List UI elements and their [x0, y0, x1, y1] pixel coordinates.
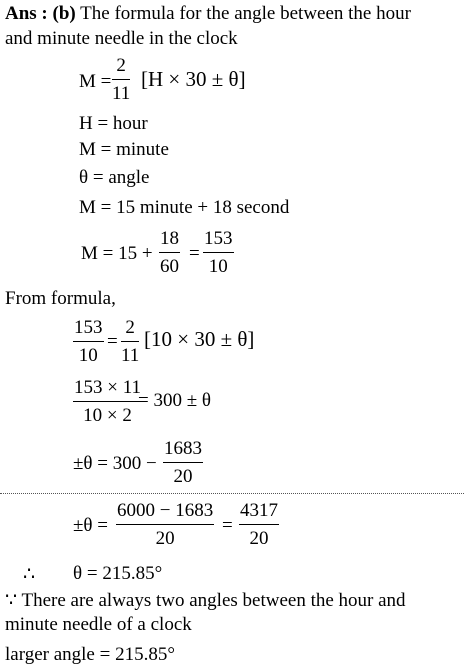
- answer-intro-line1: [5, 4, 411, 23]
- therefore-result: θ = 215.85°: [73, 563, 163, 584]
- def-minute: M = minute: [79, 139, 169, 160]
- step4-num1: 6000 − 1683: [116, 501, 214, 525]
- formula-fraction: [112, 56, 130, 103]
- formula-den: 11: [112, 83, 131, 104]
- step1-num1: 153: [73, 318, 104, 342]
- m-calc-fraction-2: [203, 229, 234, 276]
- step3-lhs: ±θ = 300 −: [73, 453, 157, 474]
- step4-fraction-1: [116, 501, 214, 548]
- step4-fraction-2: [239, 501, 279, 548]
- step4-num2: 4317: [239, 501, 279, 525]
- step1-fraction-1: [73, 318, 104, 365]
- because-line-2: minute needle of a clock: [5, 614, 192, 635]
- step1-den2: 11: [121, 345, 140, 366]
- larger-angle: larger angle = 215.85°: [5, 644, 175, 665]
- m-calc-eq: =: [189, 243, 200, 264]
- answer-label: Ans : (b): [5, 3, 76, 24]
- m-calc-fraction-1: [159, 229, 180, 276]
- step4-eq: =: [222, 515, 233, 536]
- step3-num: 1683: [163, 439, 203, 463]
- step1-fraction-2: [121, 318, 139, 365]
- step1-eq: =: [107, 331, 118, 352]
- m-calc-num1: 18: [159, 229, 180, 253]
- because-line-1: ∵ There are always two angles between the hour and: [5, 590, 406, 611]
- def-m-value: M = 15 minute + 18 second: [79, 197, 290, 218]
- step3-den: 20: [173, 466, 193, 487]
- m-calc-den2: 10: [208, 256, 228, 277]
- therefore-symbol: ∴: [23, 564, 36, 585]
- m-calc-num2: 153: [203, 229, 234, 253]
- step1-den1: 10: [78, 345, 98, 366]
- page-separator: [0, 493, 464, 494]
- step1-num2: 2: [121, 318, 139, 342]
- step4-den2: 20: [249, 528, 269, 549]
- step4-den1: 20: [155, 528, 175, 549]
- step2-num: 153 × 11: [73, 378, 142, 402]
- def-hour: H = hour: [79, 113, 148, 134]
- formula-num: 2: [112, 56, 130, 80]
- intro-text-2: and minute needle in the clock: [5, 28, 238, 49]
- intro-text-1: The formula for the angle between the hour: [80, 3, 411, 24]
- step4-lhs: ±θ =: [73, 515, 108, 536]
- step1-bracket: [10 × 30 ± θ]: [144, 327, 255, 351]
- step3-fraction: [163, 439, 203, 486]
- formula-bracket: [H × 30 ± θ]: [141, 67, 246, 91]
- m-calc-den1: 60: [160, 256, 179, 277]
- def-angle: θ = angle: [79, 167, 150, 188]
- step2-fraction: [73, 378, 142, 425]
- from-formula-label: From formula,: [5, 288, 116, 309]
- step2-den: 10 × 2: [83, 405, 132, 426]
- m-calc-lhs: M = 15 +: [81, 243, 153, 264]
- formula-lhs: M =: [79, 71, 112, 92]
- step2-rhs: = 300 ± θ: [138, 390, 211, 411]
